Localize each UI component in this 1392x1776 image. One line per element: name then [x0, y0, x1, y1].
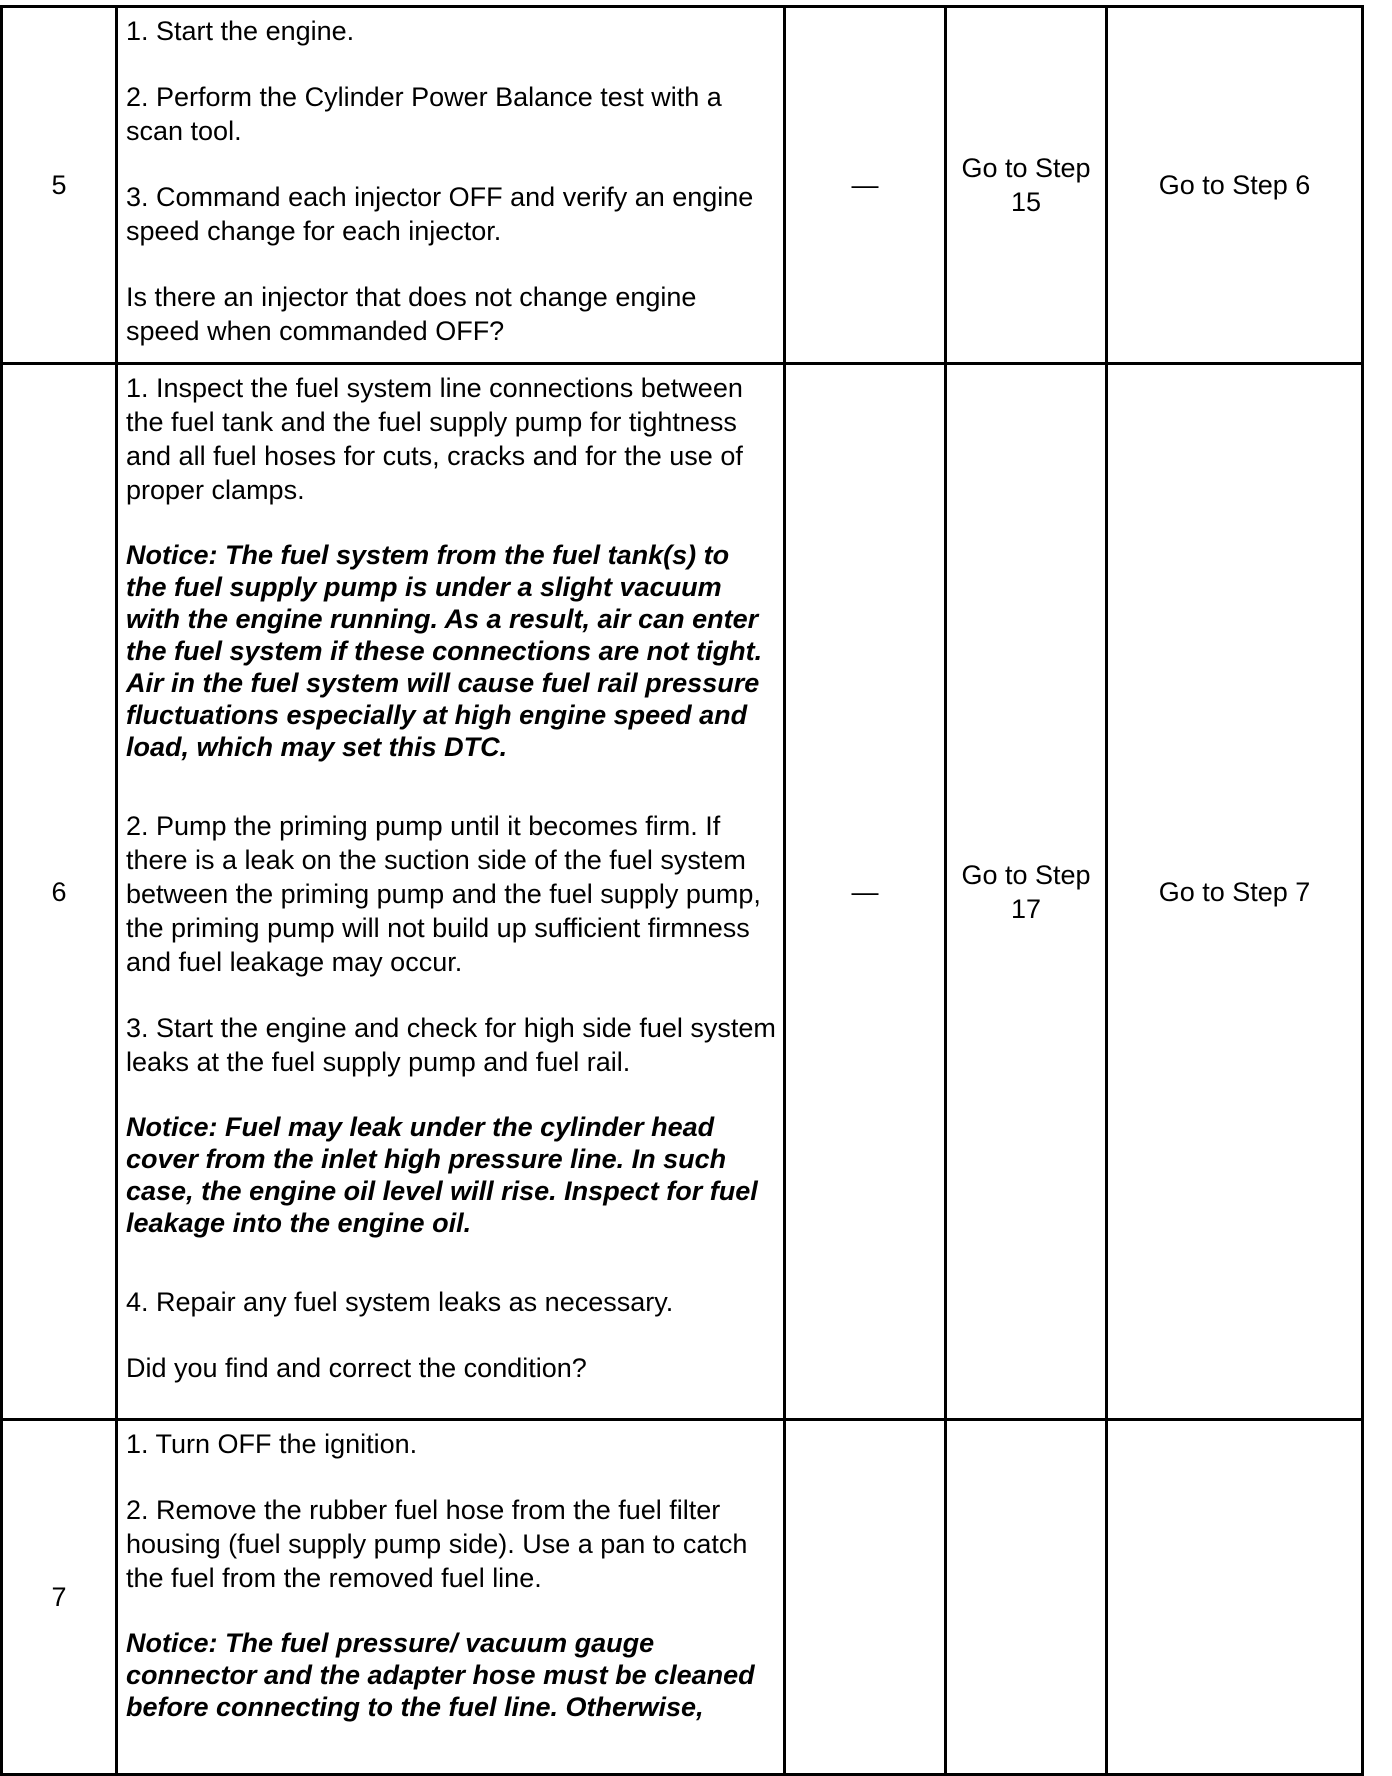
action-step-text: 2. Pump the priming pump until it becomes firm. If there is a leak on the suction side of the fuel system between the priming pump and the fuel supply pump, the priming pump will not build up sufficient firmness and fuel leakage may occur.	[126, 811, 761, 977]
no-cell	[1107, 1420, 1363, 1775]
table-row	[2, 1420, 1363, 1775]
action-step-text: 3. Command each injector OFF and verify an engine speed change for each injector.	[126, 182, 754, 246]
value-text: —	[851, 170, 879, 200]
no-text: Go to Step 6	[1158, 170, 1311, 200]
value-text: —	[851, 876, 879, 907]
yes-text: Go to Step 17	[961, 859, 1091, 924]
table-row	[2, 364, 1363, 1420]
action-step-text: 1. Turn OFF the ignition.	[126, 1429, 418, 1459]
yes-text: Go to Step 15	[961, 153, 1091, 217]
action-step-text: 1. Inspect the fuel system line connections between the fuel tank and the fuel supply pump for tightness and all fuel hoses for cuts, cracks and for the use of proper clamps.	[126, 373, 743, 505]
yes-cell	[946, 364, 1107, 1420]
value-cell	[785, 7, 946, 364]
notice-text: Notice: Fuel may leak under the cylinder head cover from the inlet high pressure line. In such case, the engine oil level will rise. Inspect for fuel leakage into the engine oil.	[126, 1112, 758, 1238]
no-cell	[1107, 7, 1363, 364]
action-step-text: 4. Repair any fuel system leaks as necessary.	[126, 1287, 674, 1317]
step-number: 7	[51, 1582, 67, 1612]
step-number-cell	[2, 7, 117, 364]
step-number-cell	[2, 1420, 117, 1775]
no-cell	[1107, 364, 1363, 1420]
step-number: 5	[51, 170, 67, 200]
action-step-text: Is there an injector that does not change engine speed when commanded OFF?	[126, 282, 697, 346]
value-cell	[785, 364, 946, 1420]
action-step-text: Did you find and correct the condition?	[126, 1353, 587, 1383]
step-number: 6	[51, 876, 67, 907]
action-step-text: 2. Perform the Cylinder Power Balance test with a scan tool.	[126, 82, 722, 146]
action-cell	[117, 7, 785, 364]
value-cell	[785, 1420, 946, 1775]
yes-cell	[946, 1420, 1107, 1775]
yes-cell	[946, 7, 1107, 364]
action-step-text: 1. Start the engine.	[126, 16, 355, 46]
action-step-text: 2. Remove the rubber fuel hose from the fuel filter housing (fuel supply pump side). Use a pan to catch the fuel from the removed fuel line.	[126, 1495, 748, 1593]
notice-text: Notice: The fuel pressure/ vacuum gauge connector and the adapter hose must be cleaned before connecting to the fuel line. Otherwise,	[126, 1628, 755, 1722]
action-step-text: 3. Start the engine and check for high side fuel system leaks at the fuel supply pump and fuel rail.	[126, 1013, 776, 1077]
diagnostic-table	[0, 5, 1364, 1776]
action-cell	[117, 1420, 785, 1775]
no-text: Go to Step 7	[1158, 876, 1311, 907]
notice-text: Notice: The fuel system from the fuel tank(s) to the fuel supply pump is under a slight vacuum with the engine running. As a result, air can enter the fuel system if these connections are not tight. Air in the fuel system will cause fuel rail pressure fluctuations especially at high engine speed and load, which may set this DTC.	[126, 540, 763, 762]
table-row	[2, 7, 1363, 364]
step-number-cell	[2, 364, 117, 1420]
action-cell	[117, 364, 785, 1420]
